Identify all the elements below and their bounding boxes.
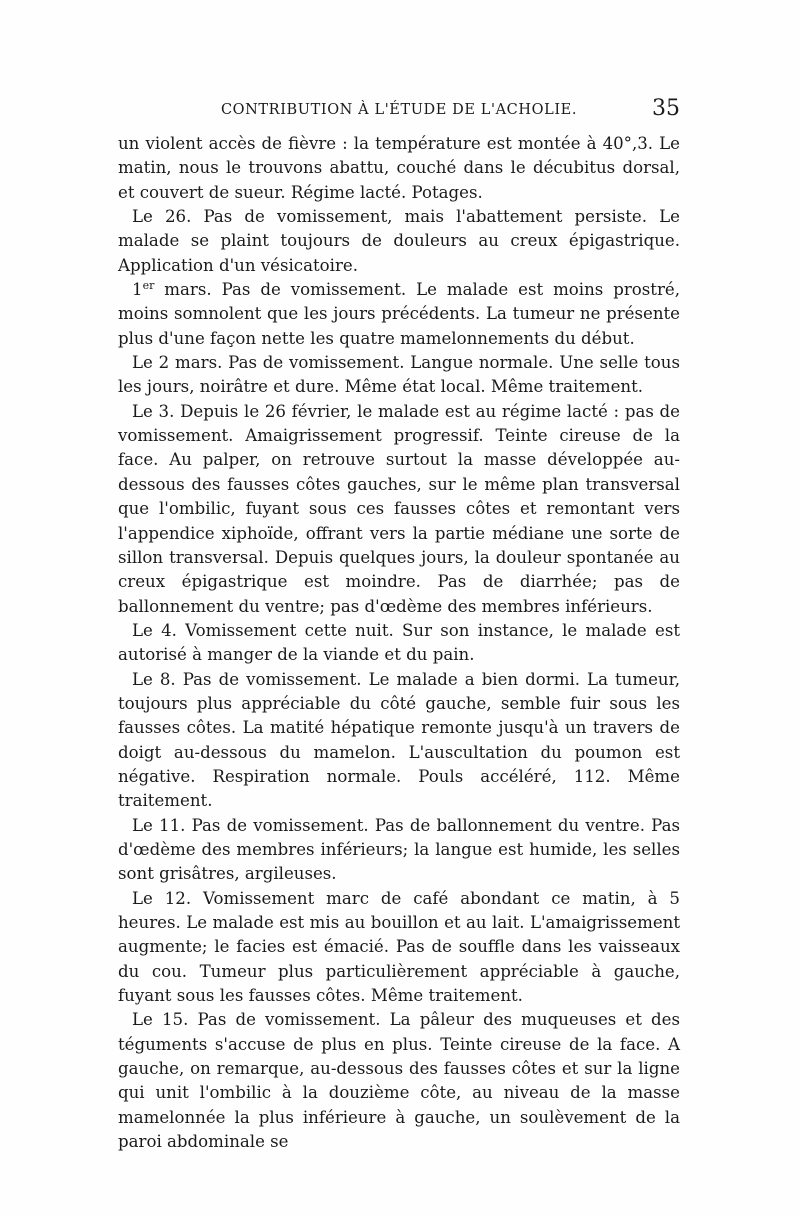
paragraph-continuation: un violent accès de fièvre : la température est montée à 40°,3. Le matin, nous le trouvons abattu, couché dans le décubitus dorsal, et couvert de sueur. Régime lacté. Potages.: [118, 134, 680, 202]
page-number: 35: [652, 96, 680, 121]
date-number: 1: [132, 280, 143, 300]
paragraph-2-march: Le 2 mars. Pas de vomissement. Langue normale. Une selle tous les jours, noirâtre et dure. Même état local. Même traitement.: [118, 353, 680, 397]
body-text: [118, 132, 680, 1154]
paragraph-1-march: [118, 278, 680, 351]
page-header: [118, 94, 680, 124]
paragraph-4-march: Le 4. Vomissement cette nuit. Sur son instance, le malade est autorisé à manger de la viande et du pain.: [118, 620, 680, 665]
paragraph-12-march: Le 12. Vomissement marc de café abondant ce matin, à 5 heures. Le malade est mis au bouillon et au lait. L'amaigrissement augmente; le facies est émacié. Pas de souffle dans les vaisseaux du cou. Tumeur plus particulièrement appréciable à gauche, fuyant sous les fausses côtes. Même traitement.: [118, 888, 680, 1006]
paragraph-26-feb: Le 26. Pas de vomissement, mais l'abattement persiste. Le malade se plaint toujours de douleurs au creux épigastrique. Application d'un vésicatoire.: [118, 207, 680, 275]
paragraph-11-march: Le 11. Pas de vomissement. Pas de ballonnement du ventre. Pas d'œdème des membres inférieurs; la langue est humide, les selles sont grisâtres, argileuses.: [118, 815, 680, 884]
running-title: CONTRIBUTION À L'ÉTUDE DE L'ACHOLIE.: [220, 102, 578, 118]
paragraph-8-march: Le 8. Pas de vomissement. Le malade a bien dormi. La tumeur, toujours plus appréciable du côté gauche, semble fuir sous les fausses côtes. La matité hépatique remonte jusqu'à un travers de doigt au-dessous du mamelon. L'auscultation du poumon est négative. Respiration normale. Pouls accéléré, 112. Même traitement.: [118, 669, 680, 811]
paragraph-15-march: Le 15. Pas de vomissement. La pâleur des muqueuses et des téguments s'accuse de plus en plus. Teinte cireuse de la face. A gauche, on remarque, au-dessous des fausses côtes et sur la ligne qui unit l'ombilic à la douzième côte, au niveau de la masse mamelonnée la plus inférieure à gauche, un soulèvement de la paroi abdominale se: [118, 1010, 680, 1152]
date-superscript: er: [142, 279, 155, 293]
paragraph-1-march-text: mars. Pas de vomissement. Le malade est moins prostré, moins somnolent que les jours précédents. La tumeur ne présente plus d'une façon nette les quatre mamelonnements du début.: [118, 280, 680, 348]
paragraph-3-march: Le 3. Depuis le 26 février, le malade est au régime lacté : pas de vomissement. Amaigrissement progressif. Teinte cireuse de la face. Au palper, on retrouve surtout la masse développée au-dessous des fausses côtes gauches, sur le même plan transversal que l'ombilic, fuyant sous ces fausses côtes et remontant vers l'appendice xiphoïde, offrant vers la partie médiane une sorte de sillon transversal. Depuis quelques jours, la douleur spontanée au creux épigastrique est moindre. Pas de diarrhée; pas de ballonnement du ventre; pas d'œdème des membres inférieurs.: [118, 401, 680, 616]
